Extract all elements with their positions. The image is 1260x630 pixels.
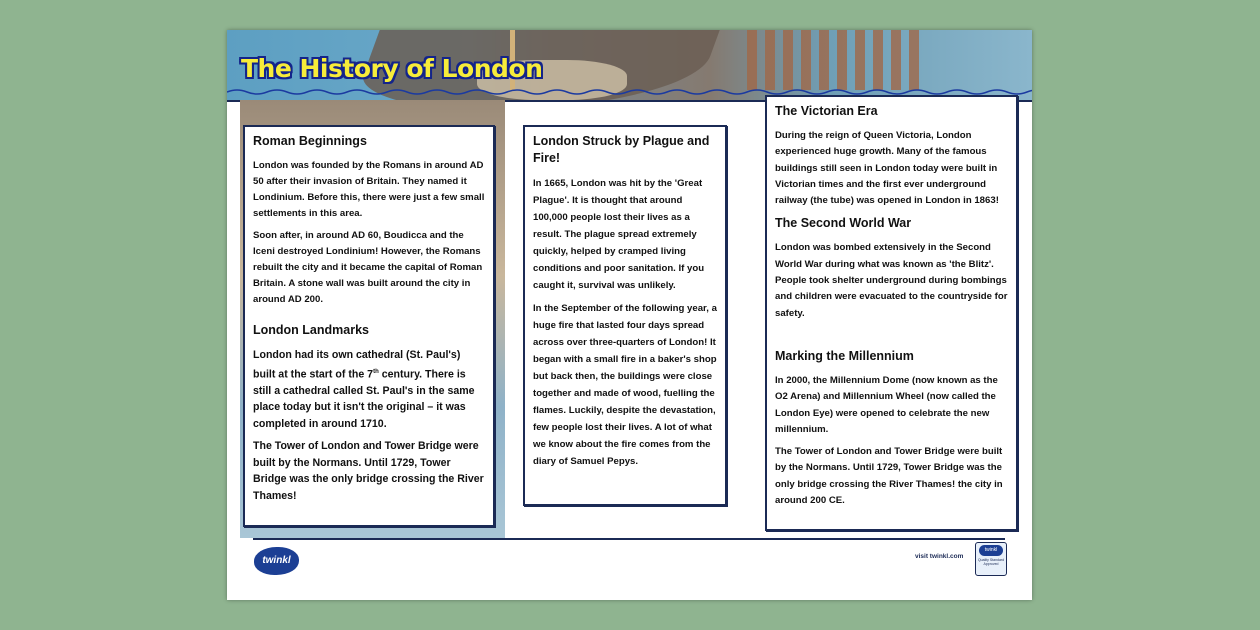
- roman-paragraph-2: Soon after, in around AD 60, Boudicca and the Iceni destroyed Londinium! However, the Romans rebuilt the city and it became the capital of Roman Britain. A stone wall was built around the city in around AD 200.: [253, 230, 483, 305]
- landmarks-paragraph-1: [253, 347, 485, 432]
- twinkl-logo[interactable]: twinkl: [254, 547, 299, 575]
- modern-era-panel: [765, 95, 1018, 531]
- dock-illustration: [747, 30, 927, 90]
- landmarks-heading: London Landmarks: [253, 323, 369, 337]
- text: century. There is still a cathedral called St. Paul's in the same place today but it isn't the original – it was completed in around 1710.: [253, 368, 475, 430]
- superscript: th: [373, 368, 379, 375]
- plague-paragraph-1: In 1665, London was hit by the 'Great Plague'. It is thought that around 100,000 people lost their lives as a result. The plague spread extremely quickly, helped by cramped living conditions and poor sanitation. If you caught it, survival was unlikely.: [533, 178, 705, 291]
- footer-divider: [253, 538, 1005, 540]
- millennium-heading: Marking the Millennium: [775, 348, 914, 363]
- plague-heading: London Struck by Plague and Fire!: [533, 134, 710, 165]
- roman-heading: Roman Beginnings: [253, 134, 367, 148]
- header-banner: [227, 30, 1032, 102]
- visit-link[interactable]: visit twinkl.com: [915, 553, 964, 560]
- roman-paragraph-1: London was founded by the Romans in around AD 50 after their invasion of Britain. They named it Londinium. Before this, there were just a few small settlements in this area.: [253, 160, 485, 219]
- victorian-paragraph: During the reign of Queen Victoria, London experienced huge growth. Many of the famous buildings still seen in London today were built in Victorian times and the first ever underground railway (the tube) was opened in London in 1863!: [775, 130, 999, 207]
- landmarks-paragraph-2: The Tower of London and Tower Bridge were built by the Normans. Until 1729, Tower Bridge was the only bridge crossing the River Thames!: [253, 440, 484, 502]
- roman-landmarks-panel: [243, 125, 495, 527]
- page-title: The History of London: [241, 54, 543, 83]
- plague-paragraph-2: In the September of the following year, a huge fire that lasted four days spread across over three-quarters of London! It began with a small fire in a baker's shop but back then, the buildings were close together and made of wood, fuelling the flames. Luckily, despite the devastation, few people lost their lives. A lot of what we know about the fire comes from the diary of Samuel Pepys.: [533, 303, 717, 467]
- badge-text: Quality Standard Approved: [977, 558, 1005, 566]
- victorian-heading: The Victorian Era: [775, 104, 878, 118]
- millennium-paragraph-1: In 2000, the Millennium Dome (now known as the O2 Arena) and Millennium Wheel (now called the London Eye) were opened to celebrate the new millennium.: [775, 374, 998, 435]
- millennium-paragraph-2: The Tower of London and Tower Bridge were built by the Normans. Until 1729, Tower Bridge was the only bridge crossing the River Thames! the city in around 200 CE.: [775, 446, 1003, 507]
- text: London had its own cathedral (St. Paul's) built at the start of the 7: [253, 349, 461, 381]
- plague-fire-panel: [523, 125, 727, 506]
- ww2-heading: The Second World War: [775, 216, 912, 231]
- ww2-paragraph: London was bombed extensively in the Second World War during what was known as 'the Blitz'. People took shelter underground during bombings and children were evacuated to the countryside for safety.: [775, 242, 1008, 319]
- badge-logo: twinkl: [979, 545, 1003, 556]
- worksheet: [227, 30, 1032, 600]
- quality-badge: [975, 542, 1007, 576]
